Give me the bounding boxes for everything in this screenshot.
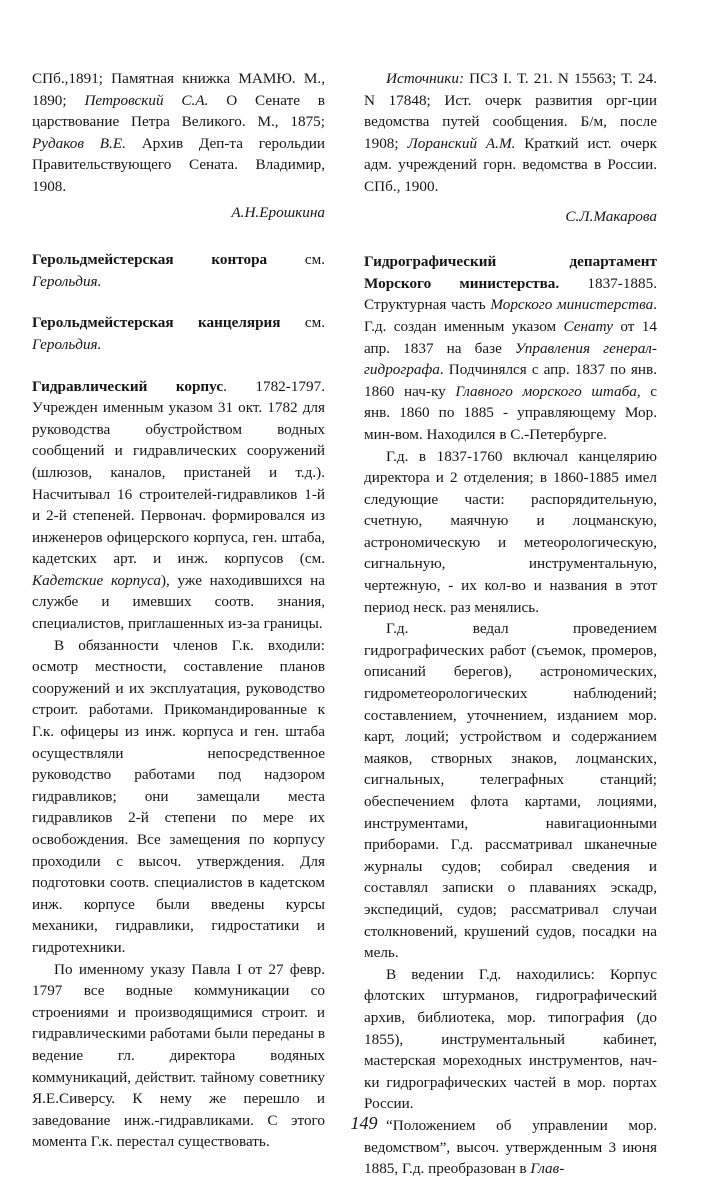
paragraph: В обязанности членов Г.к. входили: осмотр местности, составление планов сооружений и их эксплуатация, руководство строит. работами. Прикомандированные к Г.к. офицеры из инж. корпуса и ген. штаба осуществляли непосредственное руководство работами под надзором гидравликов; они замещали места гидравликов 2-й степени по мере их освобождения. Все замещения по корпусу проходили с высоч. утверждения. Для подготовки соотв. специалистов в кадетском инж. корпусе были введены курсы механики, гидравлики, гидростатики и гидротехники.	[32, 636, 325, 956]
entry-hydraulic-corps: Гидравлический корпус. 1782-1797. Учрежден именным указом 31 окт. 1782 для руководства обустройством водных сообщений и гидравлических сооружений (шлюзов, каналов, пристаней и т.д.). Насчитывал 16 строителей-гидравликов 1-й и 2-й степеней. Первонач. формировался из инженеров офицерского корпуса, ген. штаба, кадетских арт. и инж. корпусов (см. Кадетские корпуса), уже находившихся на службе и имевших соотв. знания, специалистов, приглашенных из-за границы.	[32, 377, 325, 633]
entry-heraldmaster-office: Герольдмейстерская контора см. Герольдия.	[32, 251, 325, 290]
right-column	[364, 68, 657, 1180]
entry-hydrographic-department: Гидрографический департамент Морского министерства. 1837-1885. Структурная часть Морского министерства. Г.д. создан именным указом Сенату от 14 апр. 1837 на базе Управления генерал-гидрографа. Подчинялся с апр. 1837 по янв. 1860 нач-ку Главного морского штаба, с янв. 1860 по 1885 - управляющему Мор. мин-вом. Находился в С.-Петербурге.	[364, 253, 657, 443]
author-signature: С.Л.Макарова	[565, 207, 657, 225]
bibliography-continuation: СПб.,1891; Памятная книжка МАМЮ. М., 1890; Петровский С.А. О Сенате в царствование Петра Великого. М., 1875; Рудаков В.Е. Архив Деп-та герольдии Правительствующего Сената. Владимир, 1908.	[32, 70, 325, 195]
page-number: 149	[350, 1113, 378, 1133]
entry-heraldmaster-chancellery: Герольдмейстерская канцелярия см. Герольдия.	[32, 314, 325, 353]
sources: Источники: ПСЗ I. Т. 21. N 15563; Т. 24. N 17848; Ист. очерк развития орг-ции ведомства путей сообщения. Б/м, после 1908; Лоранский А.М. Краткий ист. очерк адм. учреждений горн. ведомства в России. СПб., 1900.	[364, 70, 657, 195]
paragraph: “Положением об управлении мор. ведомством”, высоч. утвержденным 3 июня 1885, Г.д. преобразован в Глав-	[364, 1116, 657, 1178]
paragraph: По именному указу Павла I от 27 февр. 1797 все водные коммуникации со строениями и производящимися строит. и гидравлическими работами были переданы в ведение гл. директора водяных коммуникаций, действит. тайному советнику Я.Е.Сиверсу. К нему же перешло и заведование инж.-гидравликами. С этого момента Г.к. перестал существовать.	[32, 960, 325, 1151]
paragraph: В ведении Г.д. находились: Корпус флотских штурманов, гидрографический архив, библиотека, мор. типография (до 1855), инструментальный кабинет, мастерская мореходных инструментов, нач-ки гидрографических частей в мор. портах России.	[364, 965, 657, 1113]
author-signature: А.Н.Ерошкина	[231, 203, 325, 221]
left-column	[32, 68, 325, 1153]
paragraph: Г.д. в 1837-1760 включал канцелярию директора и 2 отделения; в 1860-1885 имел следующие части: распорядительную, счетную, маячную и лоцманскую, астрономическую и метеорологическую, сигнальную, инструментальную, чертежную, - их кол-во и названия в этот период неск. раз менялись.	[364, 447, 657, 616]
paragraph: Г.д. ведал проведением гидрографических работ (съемок, промеров, описаний берегов), астрономических, гидрометеорологических наблюдений; составлением, уточнением, изданием мор. карт, лоций; устройством и содержанием маяков, створных знаков, лоцманских, сигнальных, телеграфных станций; обеспечением флота картами, лоциями, инструментами, навигационными приборами. Г.д. рассматривал шканечные журналы судов; собирал сведения и составлял записки о плаваниях эскадр, экспедиций, судов; рассматривал случаи столкновений, крушений судов, посадки на мель.	[364, 620, 657, 962]
